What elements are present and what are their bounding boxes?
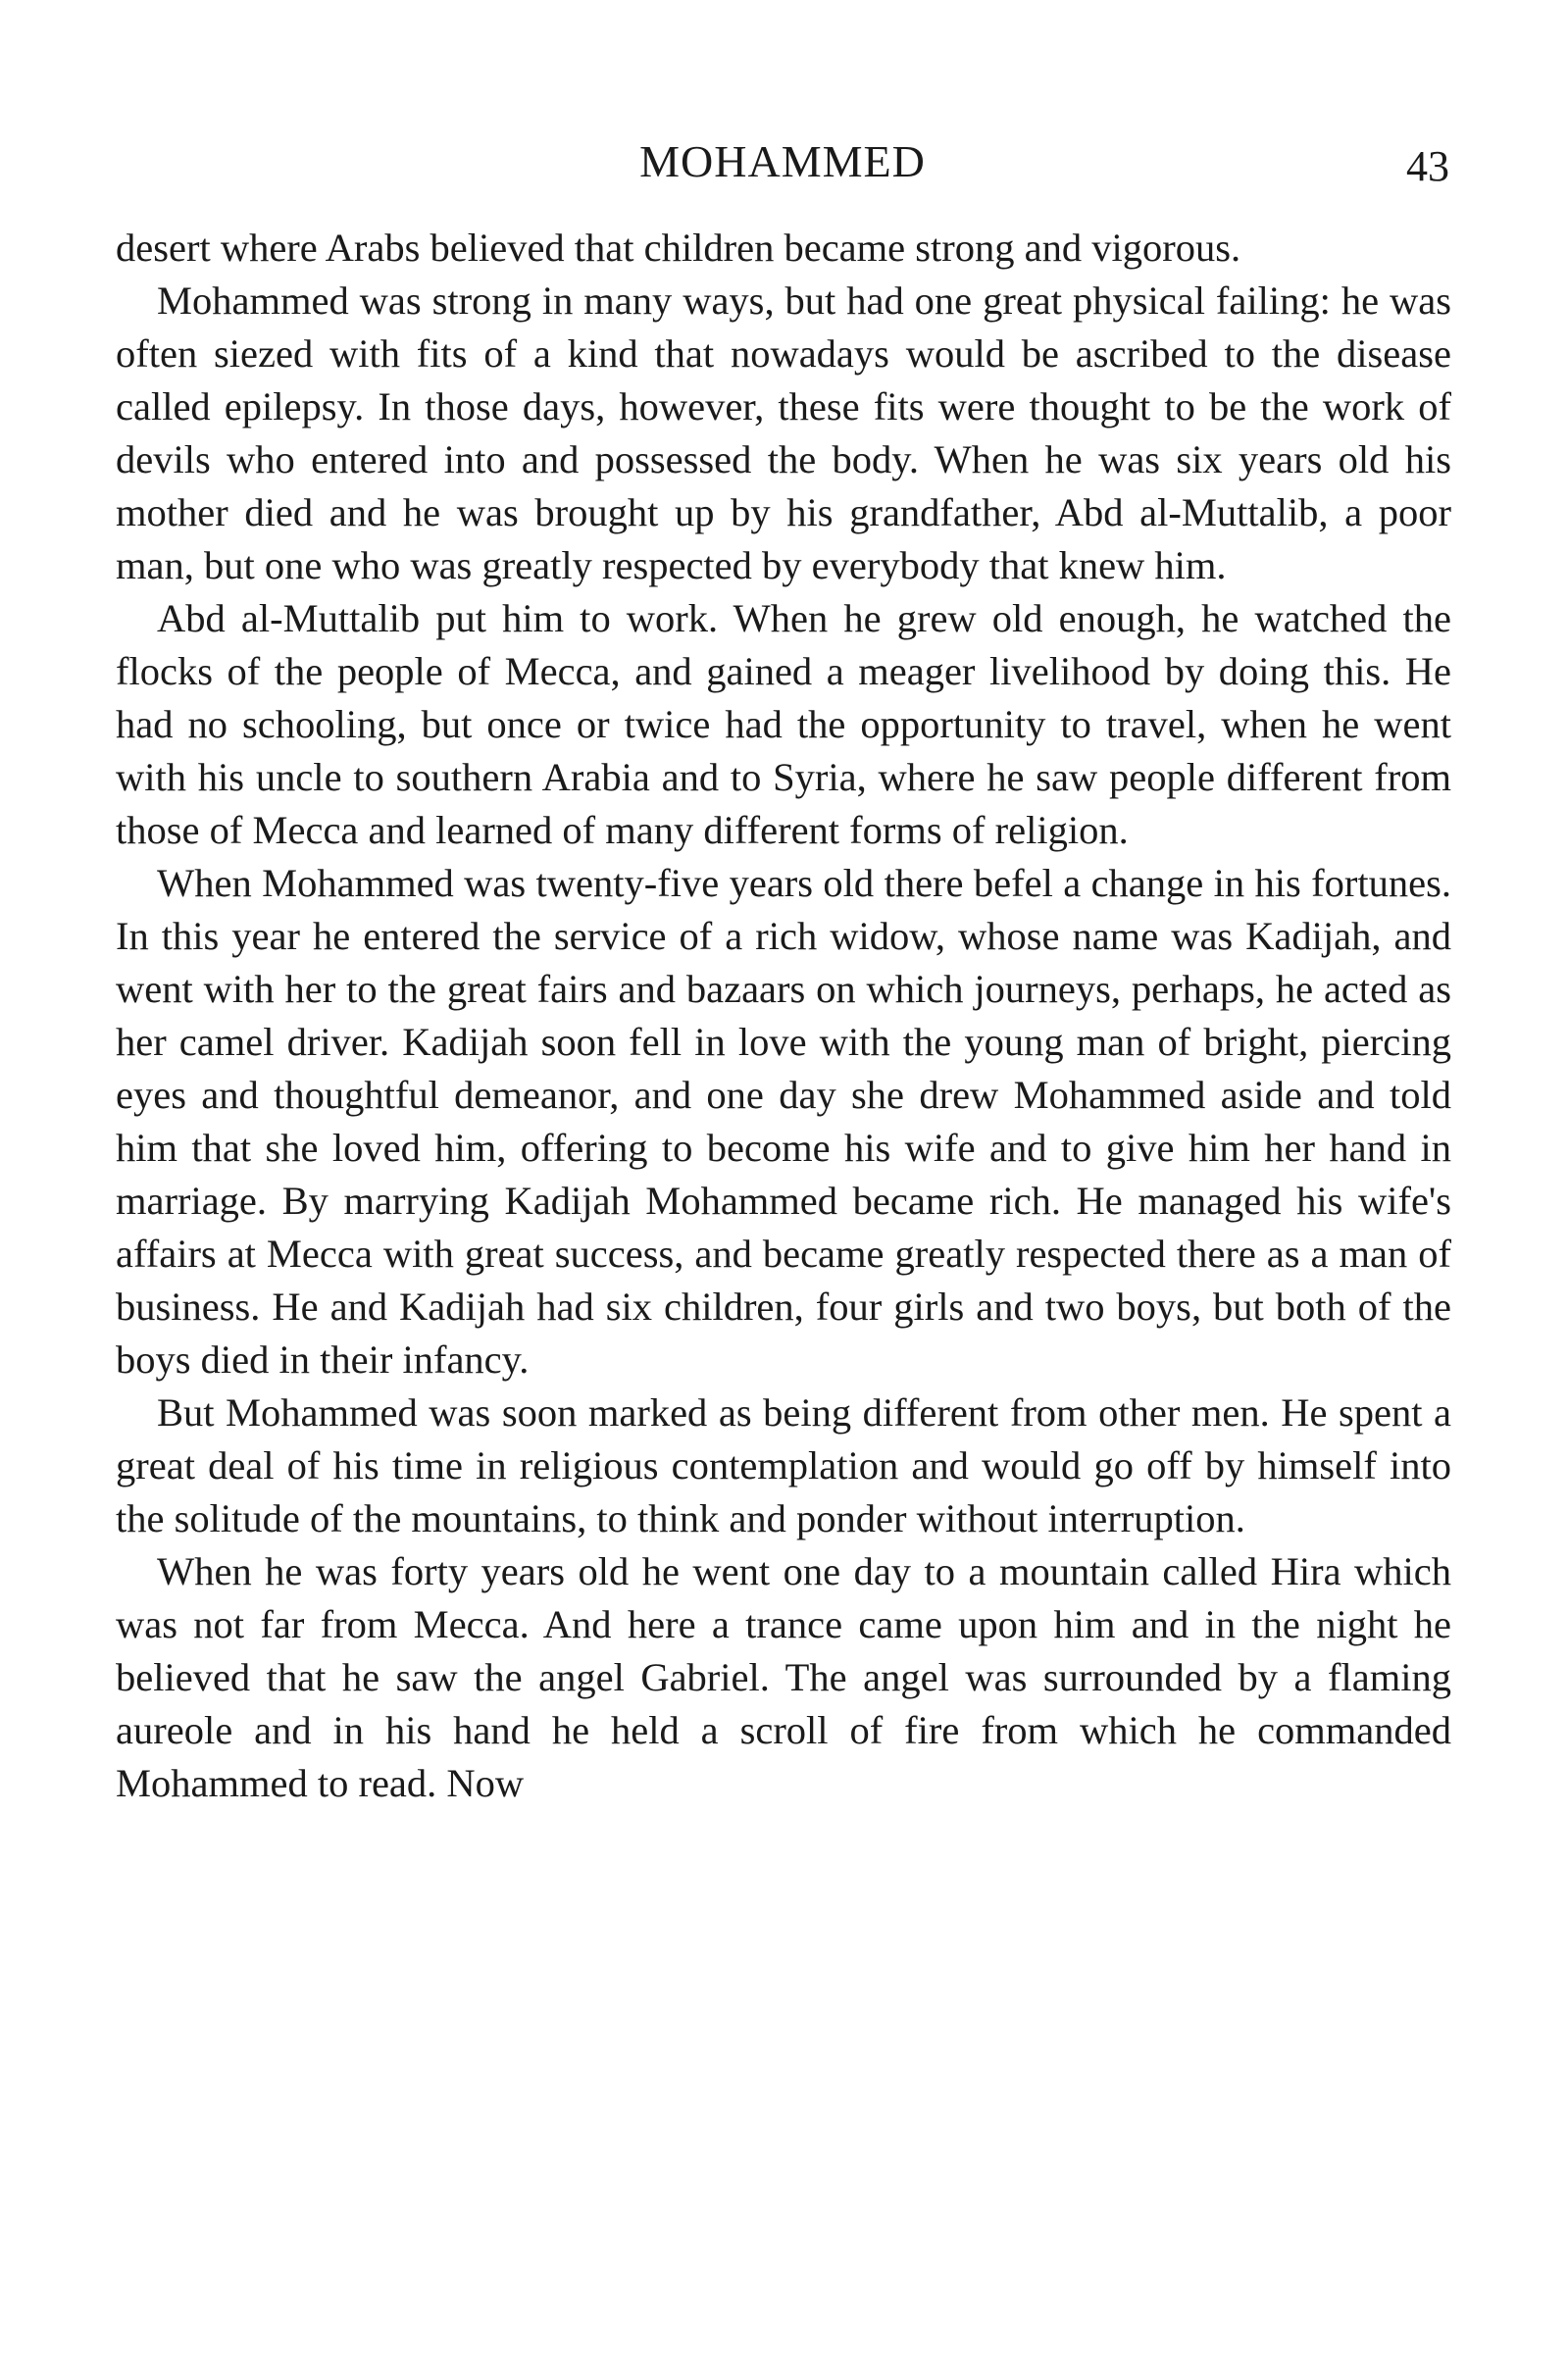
- paragraph: Abd al-Muttalib put him to work. When he grew old enough, he watched the flocks of the people of Mecca, and gained a meager livelihood by doing this. He had no schooling, but once or twice had the opportunity to travel, when he went with his uncle to southern Arabia and to Syria, where he saw people different from those of Mecca and learned of many different forms of religion.: [116, 596, 1451, 852]
- running-head: [116, 135, 1449, 194]
- page-number: 43: [1406, 142, 1449, 190]
- paragraph: Mohammed was strong in many ways, but had one great physical failing: he was often siezed with fits of a kind that nowadays would be ascribed to the disease called epilepsy. In those days, however, these fits were thought to be the work of devils who entered into and possessed the body. When he was six years old his mother died and he was brought up by his grandfather, Abd al-Muttalib, a poor man, but one who was greatly respected by everybody that knew him.: [116, 278, 1451, 587]
- chapter-title: MOHAMMED: [639, 136, 926, 186]
- paragraph: But Mohammed was soon marked as being different from other men. He spent a great deal of his time in religious contemplation and would go off by himself into the solitude of the mountains, to think and ponder without interruption.: [116, 1390, 1451, 1540]
- paragraph: When Mohammed was twenty-five years old there befel a change in his fortunes. In this year he entered the service of a rich widow, whose name was Kadijah, and went with her to the great fairs and bazaars on which journeys, perhaps, he acted as her camel driver. Kadijah soon fell in love with the young man of bright, piercing eyes and thoughtful demeanor, and one day she drew Mohammed aside and told him that she loved him, offering to become his wife and to give him her hand in marriage. By marrying Kadijah Mohammed became rich. He managed his wife's affairs at Mecca with great success, and became greatly respected there as a man of business. He and Kadijah had six children, four girls and two boys, but both of the boys died in their infancy.: [116, 861, 1451, 1382]
- paragraph: desert where Arabs believed that children became strong and vigorous.: [116, 226, 1241, 270]
- body-text: [116, 222, 1451, 1810]
- paragraph: When he was forty years old he went one day to a mountain called Hira which was not far from Mecca. And here a trance came upon him and in the night he believed that he saw the angel Gabriel. The angel was surrounded by a flaming aureole and in his hand he held a scroll of fire from which he commanded Mohammed to read. Now: [116, 1549, 1451, 1805]
